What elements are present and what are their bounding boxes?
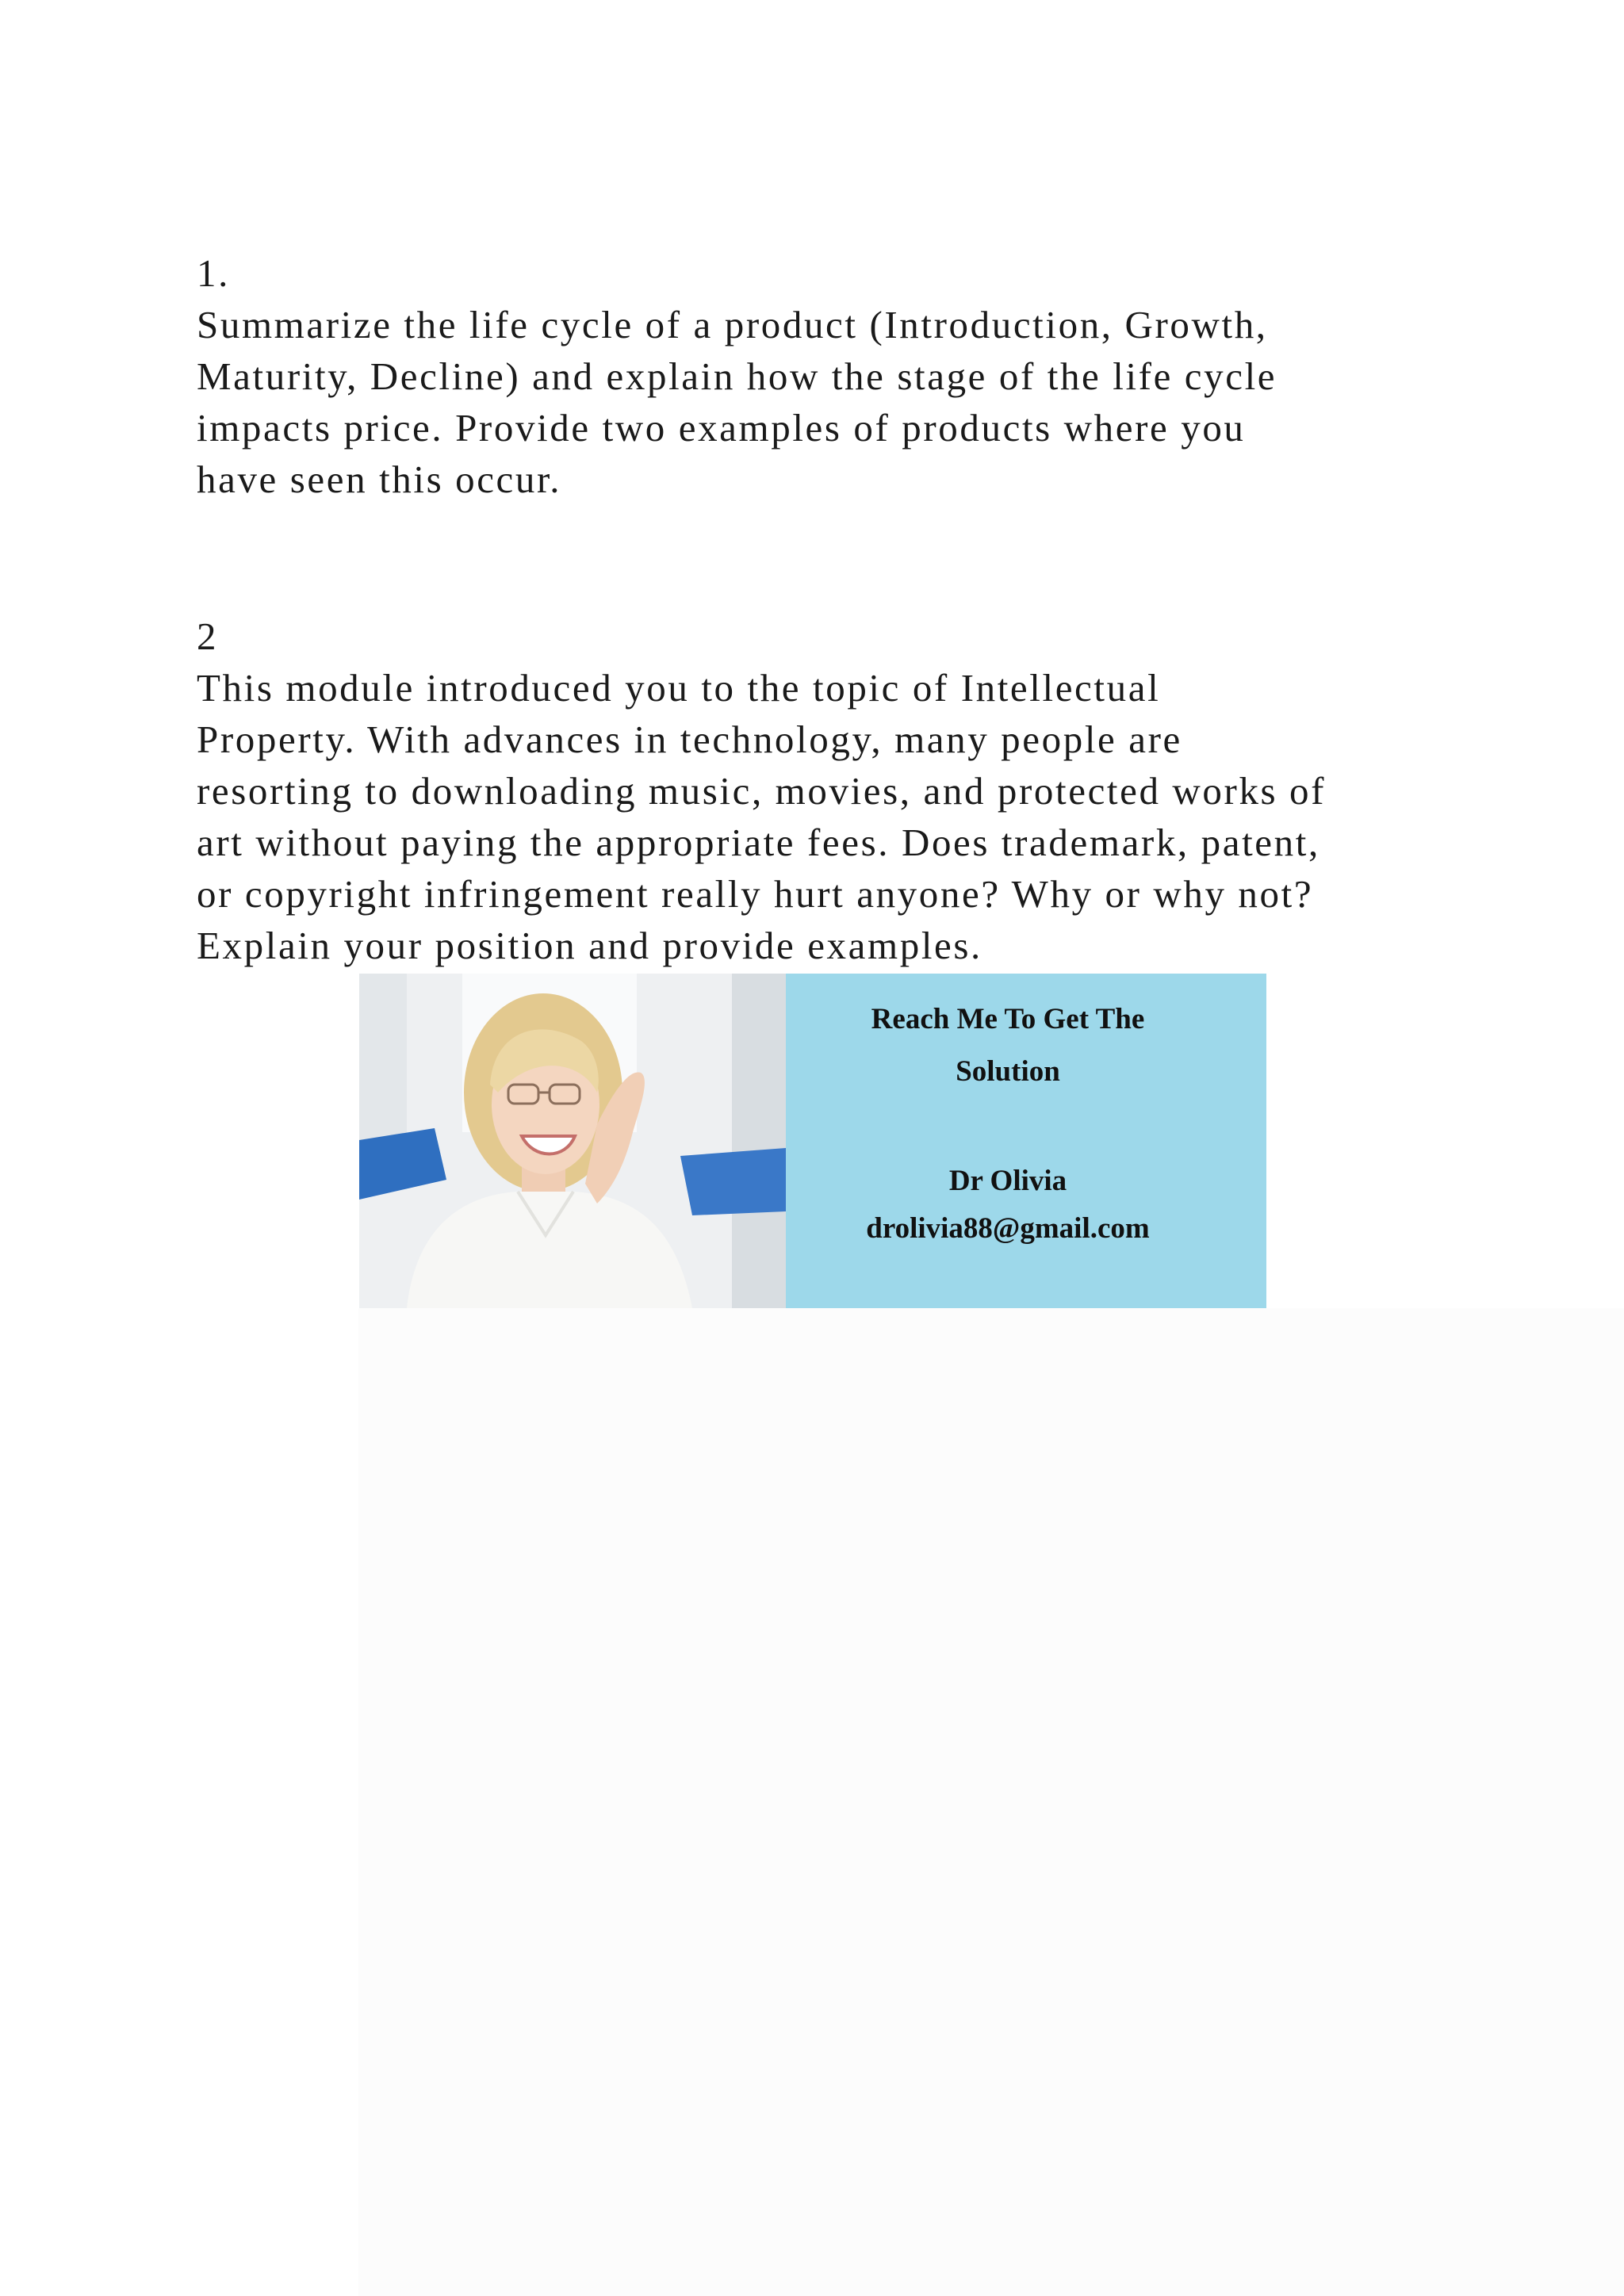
card-heading-line1: Reach Me To Get The bbox=[871, 1003, 1145, 1035]
page-background-shade bbox=[358, 1308, 1624, 2296]
question-2 bbox=[197, 610, 1465, 971]
question-2-line: resorting to downloading music, movies, and protected works of bbox=[197, 769, 1327, 813]
question-1-line: Maturity, Decline) and explain how the stage of the life cycle bbox=[197, 354, 1277, 398]
woman-illustration bbox=[359, 974, 786, 1308]
question-1 bbox=[197, 247, 1465, 505]
question-1-number: 1. bbox=[197, 251, 230, 295]
question-2-line: This module introduced you to the topic of Intellectual bbox=[197, 666, 1161, 710]
question-2-line: Explain your position and provide examples. bbox=[197, 924, 982, 967]
question-1-line: have seen this occur. bbox=[197, 457, 562, 501]
contact-card bbox=[786, 974, 1266, 1308]
question-1-line: Summarize the life cycle of a product (Introduction, Growth, bbox=[197, 303, 1268, 346]
card-heading-line2: Solution bbox=[956, 1055, 1060, 1088]
question-2-line: Property. With advances in technology, many people are bbox=[197, 718, 1182, 761]
question-2-line: art without paying the appropriate fees. Does trademark, patent, bbox=[197, 821, 1320, 864]
contact-banner bbox=[359, 974, 1266, 1308]
woman-photo bbox=[359, 974, 786, 1308]
question-2-line: or copyright infringement really hurt anyone? Why or why not? bbox=[197, 872, 1314, 916]
contact-email: drolivia88@gmail.com bbox=[866, 1212, 1150, 1245]
question-1-line: impacts price. Provide two examples of products where you bbox=[197, 406, 1246, 450]
question-2-number: 2 bbox=[197, 614, 219, 658]
contact-name: Dr Olivia bbox=[948, 1165, 1067, 1197]
